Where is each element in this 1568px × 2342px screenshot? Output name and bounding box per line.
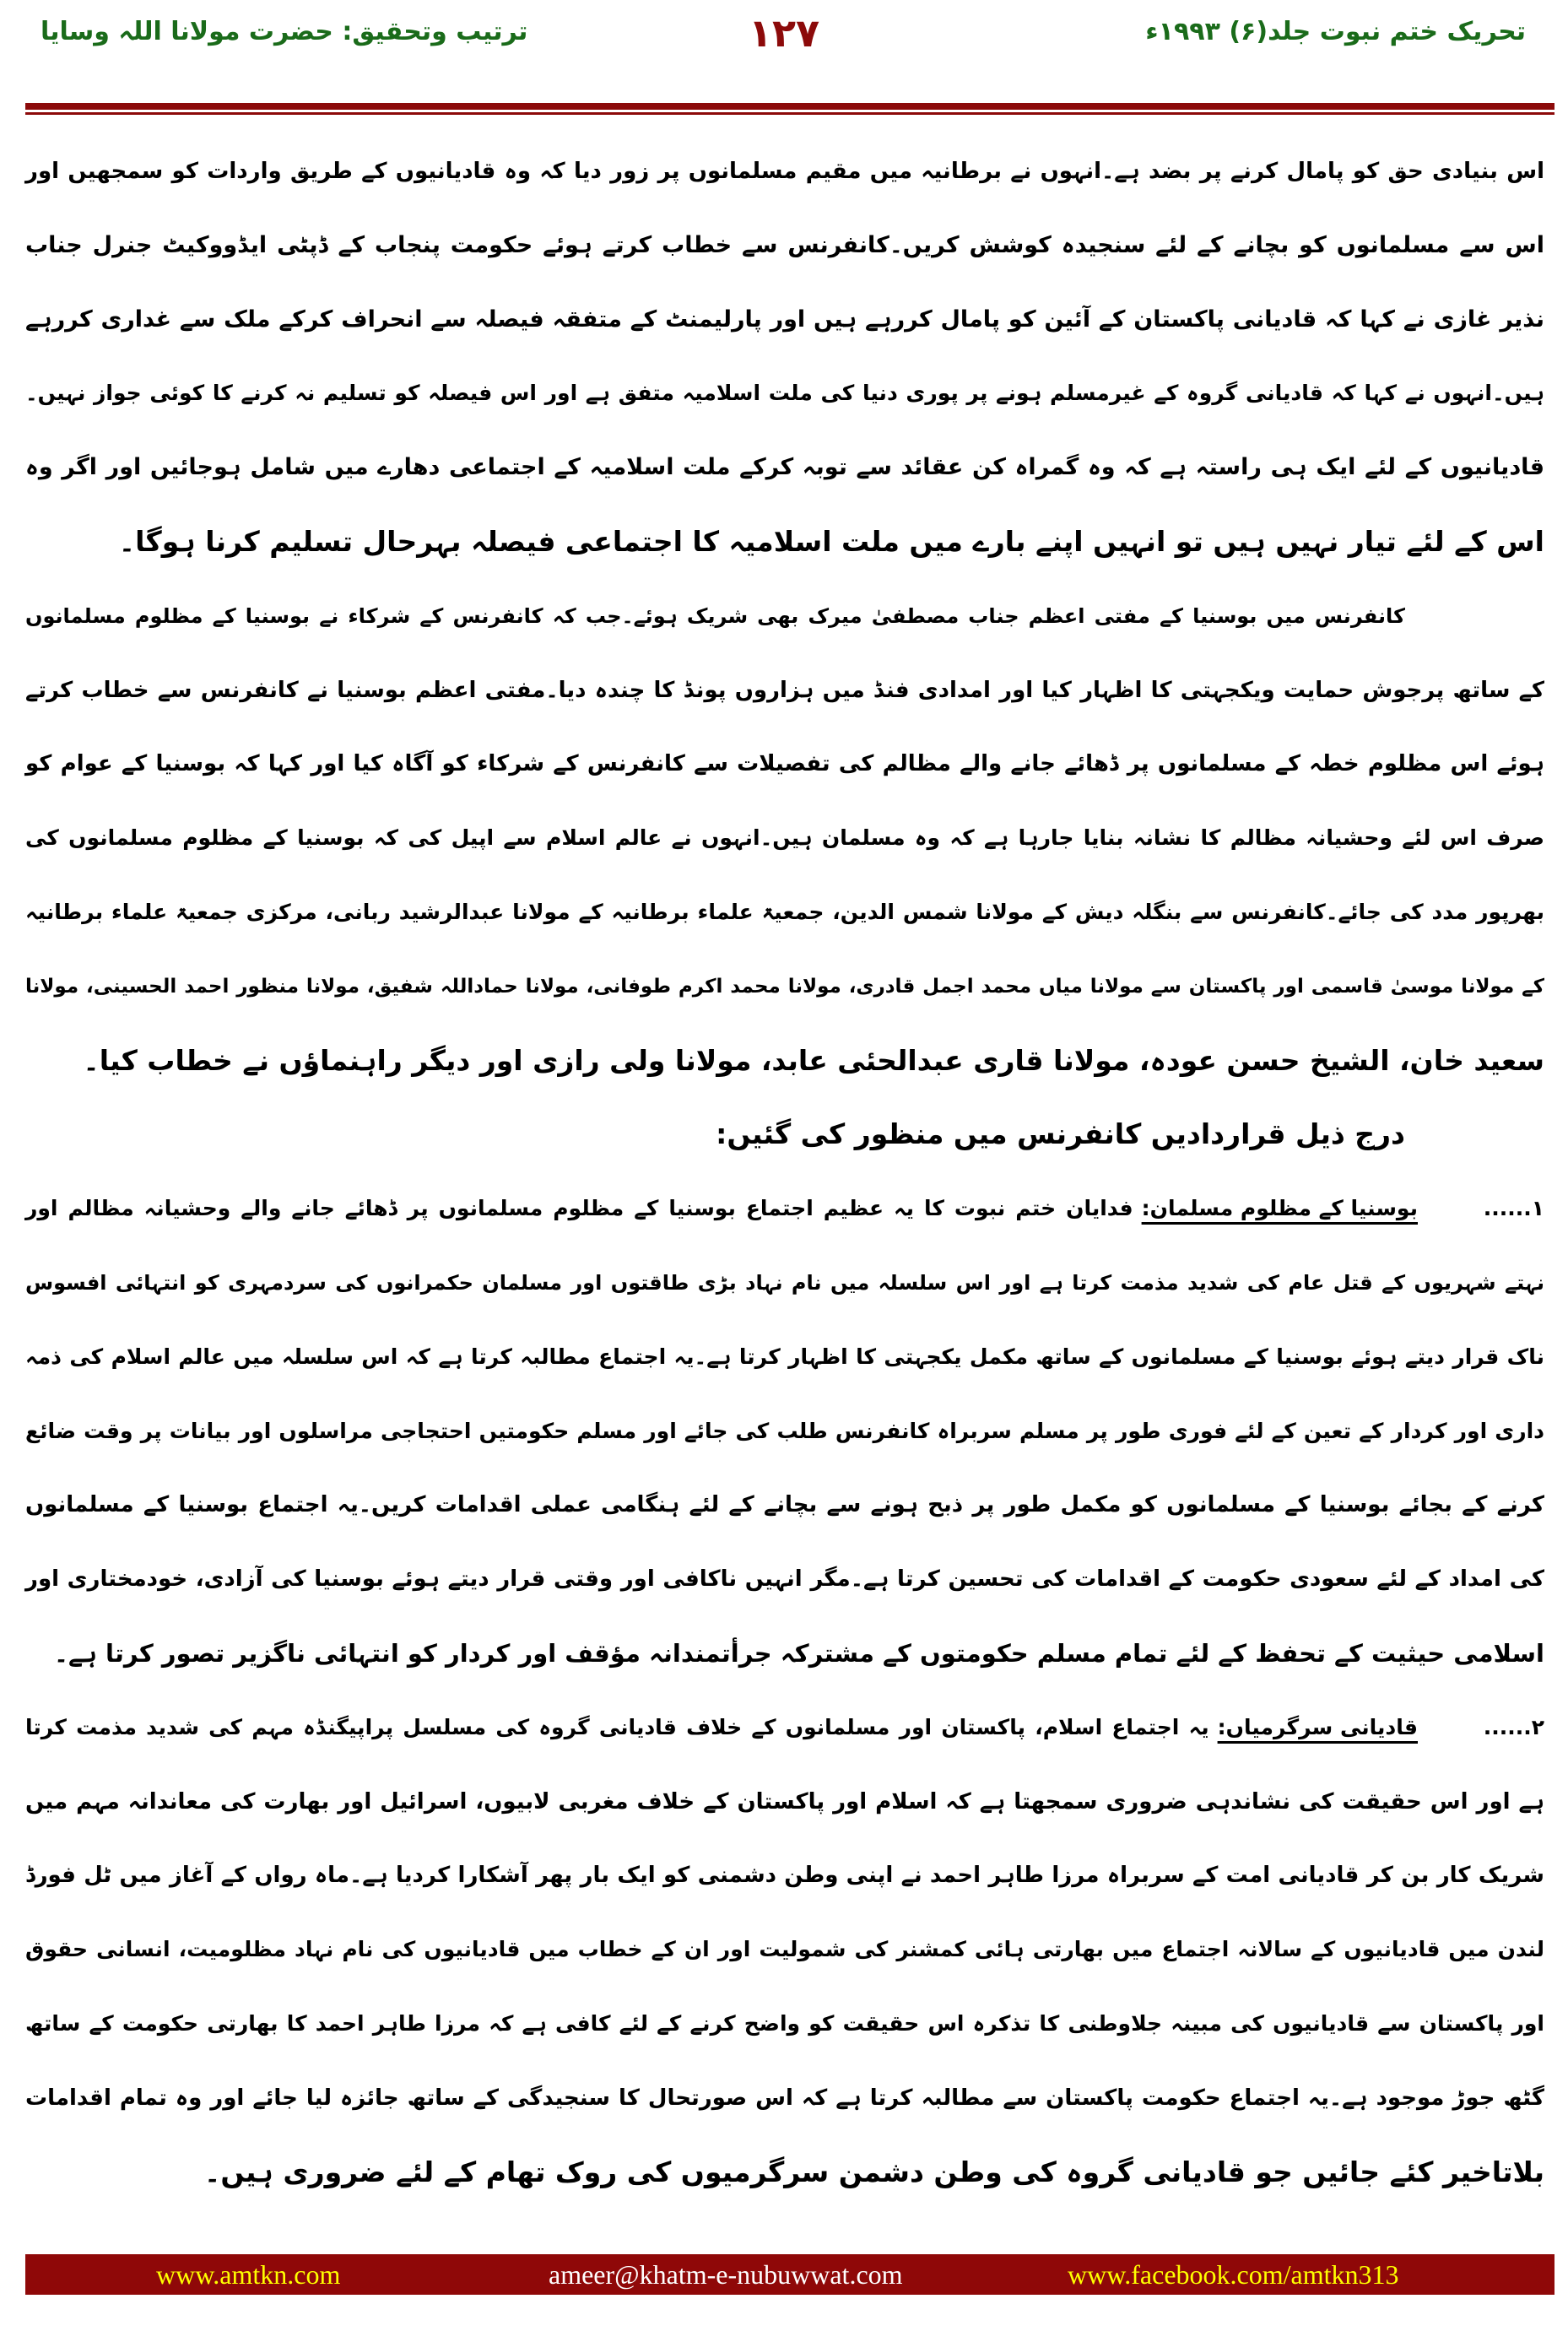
resolution-text: فدایان ختم نبوت کا یہ عظیم اجتماع بوسنیا کے مظلوم مسلمانوں پر ڈھائے جانے والے وحشیانہ مظالم اور <box>25 1196 1133 1221</box>
email-link[interactable]: ameer@khatm-e-nubuwwat.com <box>549 2259 903 2290</box>
compiler-credit: ترتیب وتحقیق: حضرت مولانا اللہ وسایا <box>41 17 528 46</box>
website-link[interactable]: www.amtkn.com <box>156 2259 341 2290</box>
text-line: ہوئے اس مظلوم خطہ کے مسلمانوں پر ڈھائے جانے والے مظالم کی تفصیلات سے کانفرنس کے شرکاء کو آگاہ کیا اور کہا کہ بوسنیا کے عوام کو <box>25 751 1544 777</box>
text-line: نذیر غازی نے کہا کہ قادیانی پاکستان کے آئین کو پامال کررہے ہیں اور پارلیمنٹ کے متفقہ فیصلہ سے انحراف کرکے ملک سے غداری کررہے <box>25 306 1544 333</box>
resolution-line <box>25 1690 1544 1765</box>
text-line: کانفرنس میں بوسنیا کے مفتی اعظم جناب مصطفیٰ میرک بھی شریک ہوئے۔جب کہ کانفرنس کے شرکاء نے بوسنیا کے مظلوم مسلمانوں <box>25 603 1405 628</box>
header-rule-thin <box>25 112 1554 115</box>
resolution-number: ۲...... <box>1483 1714 1544 1739</box>
text-line: داری اور کردار کے تعین کے لئے فوری طور پر مسلم سربراہ کانفرنس طلب کی جائے اور مسلم حکومتیں احتجاجی مراسلوں اور بیانات پر وقت ضائع <box>25 1418 1544 1443</box>
text-line: نہتے شہریوں کے قتل عام کی شدید مذمت کرتا ہے اور اس سلسلہ میں نام نہاد بڑی طاقتوں اور مسلمان حکمرانوں کی سردمہری کو انتہائی افسوس <box>25 1271 1544 1295</box>
header-rule <box>25 103 1554 110</box>
text-line: بلاتاخیر کئے جائیں جو قادیانی گروہ کی وطن دشمن سرگرمیوں کی روک تھام کے لئے ضروری ہیں۔ <box>204 2155 1544 2188</box>
text-line: شریک کار بن کر قادیانی امت کے سربراہ مرزا طاہر احمد نے اپنی وطن دشمنی کو ایک بار پھر آشکارا کردیا ہے۔ماہ رواں کے آغاز میں ٹل فورڈ <box>25 1863 1544 1889</box>
text-line: سعید خان، الشیخ حسن عودہ، مولانا قاری عبدالحئی عابد، مولانا ولی رازی اور دیگر راہنماؤں نے خطاب کیا۔ <box>83 1043 1544 1077</box>
text-line: کے ساتھ پرجوش حمایت ویکجہتی کا اظہار کیا اور امدادی فنڈ میں ہزاروں پونڈ کا چندہ دیا۔مفتی اعظم بوسنیا نے کانفرنس سے خطاب کرتے <box>25 677 1544 703</box>
resolution-heading: بوسنیا کے مظلوم مسلمان: <box>1141 1196 1418 1221</box>
text-line: کرنے کے بجائے بوسنیا کے مسلمانوں کو مکمل طور پر ذبح ہونے سے بچانے کے لئے ہنگامی عملی اقدامات کریں۔یہ اجتماع بوسنیا کے مسلمانوں <box>25 1492 1544 1518</box>
text-line: اس کے لئے تیار نہیں ہیں تو انہیں اپنے بارے میں ملت اسلامیہ کا اجتماعی فیصلہ بہرحال تسلیم کرنا ہوگا۔ <box>118 525 1544 558</box>
text-line: گٹھ جوڑ موجود ہے۔یہ اجتماع حکومت پاکستان سے مطالبہ کرتا ہے کہ اس صورتحال کا سنجیدگی کے ساتھ جائزہ لیا جائے اور وہ تمام اقدامات <box>25 2085 1544 2111</box>
text-line: اسلامی حیثیت کے تحفظ کے لئے تمام مسلم حکومتوں کے مشترکہ جرأتمندانہ مؤقف اور کردار کو انتہائی ناگزیر تصور کرتا ہے۔ <box>53 1639 1544 1668</box>
page-number: ۱۲۷ <box>748 10 820 56</box>
text-line: اس بنیادی حق کو پامال کرنے پر بضد ہے۔انہوں نے برطانیہ میں مقیم مسلمانوں پر زور دیا کہ وہ قادیانیوں کے طریق واردات کو سمجھیں اور <box>25 159 1544 184</box>
facebook-link[interactable]: www.facebook.com/amtkn313 <box>1068 2259 1399 2290</box>
text-line: قادیانیوں کے لئے ایک ہی راستہ ہے کہ وہ گمراہ کن عقائد سے توبہ کرکے ملت اسلامیہ کے اجتماعی دھارے میں شامل ہوجائیں اور اگر وہ <box>25 454 1544 481</box>
text-line: کی امداد کے لئے سعودی حکومت کے اقدامات کی تحسین کرتا ہے۔مگر انہیں ناکافی اور وقتی قرار دیتے ہوئے بوسنیا کی آزادی، خودمختاری اور <box>25 1566 1544 1593</box>
text-line: ناک قرار دیتے ہوئے بوسنیا کے مسلمانوں کے ساتھ مکمل یکجہتی کا اظہار کرتا ہے۔یہ اجتماع مطالبہ کرتا ہے کہ اس سلسلہ میں عالم اسلام کی ذمہ <box>25 1344 1544 1369</box>
resolution-line <box>25 1171 1544 1246</box>
resolution-heading: قادیانی سرگرمیاں: <box>1217 1714 1418 1739</box>
text-line: بھرپور مدد کی جائے۔کانفرنس سے بنگلہ دیش کے مولانا شمس الدین، جمعیۃ علماء برطانیہ کے مولانا عبدالرشید ربانی، مرکزی جمعیۃ علماء برطانیہ <box>25 900 1544 924</box>
book-title: تحریک ختم نبوت جلد(۶) ۱۹۹۳ء <box>1145 17 1526 46</box>
text-line: اس سے مسلمانوں کو بچانے کے لئے سنجیدہ کوشش کریں۔کانفرنس سے خطاب کرتے ہوئے حکومت پنجاب کے ڈپٹی ایڈووکیٹ جنرل جناب <box>25 231 1544 258</box>
text-line: صرف اس لئے وحشیانہ مظالم کا نشانہ بنایا جارہا ہے کہ وہ مسلمان ہیں۔انہوں نے عالم اسلام سے اپیل کی کہ بوسنیا کے مظلوم مسلمانوں کی <box>25 825 1544 851</box>
text-line: لندن میں قادیانیوں کے سالانہ اجتماع میں بھارتی ہائی کمشنر کی شمولیت اور ان کے خطاب میں قادیانیوں کی نام نہاد مظلومیت، انسانی حقوق <box>25 1937 1544 1962</box>
resolution-number: ۱...... <box>1483 1196 1544 1221</box>
text-line: درج ذیل قراردادیں کانفرنس میں منظور کی گئیں: <box>716 1117 1405 1151</box>
text-line: ہیں۔انہوں نے کہا کہ قادیانی گروہ کے غیرمسلم ہونے پر پوری دنیا کی ملت اسلامیہ متفق ہے اور اس فیصلہ کو تسلیم نہ کرنے کا کوئی جواز نہیں۔ <box>25 381 1545 406</box>
text-line: کے مولانا موسیٰ قاسمی اور پاکستان سے مولانا میاں محمد اجمل قادری، مولانا محمد اکرم طوفانی، مولانا حماداللہ شفیق، مولانا منظور احمد الحسینی، مولانا <box>25 975 1544 998</box>
resolution-text: یہ اجتماع اسلام، پاکستان اور مسلمانوں کے خلاف قادیانی گروہ کی مسلسل پراپیگنڈہ مہم کی شدید مذمت کرتا <box>25 1714 1209 1739</box>
footer-bar <box>25 2254 1554 2295</box>
text-line: ہے اور اس حقیقت کی نشاندہی ضروری سمجھتا ہے کہ اسلام اور پاکستان کے خلاف مغربی لابیوں، اسرائیل اور بھارت کی معاندانہ مہم میں <box>25 1788 1544 1815</box>
text-line: اور پاکستان سے قادیانیوں کی مبینہ جلاوطنی کا تذکرہ اس حقیقت کو واضح کرنے کے لئے کافی ہے کہ مرزا طاہر احمد کا بھارتی حکومت کے ساتھ <box>25 2011 1544 2036</box>
